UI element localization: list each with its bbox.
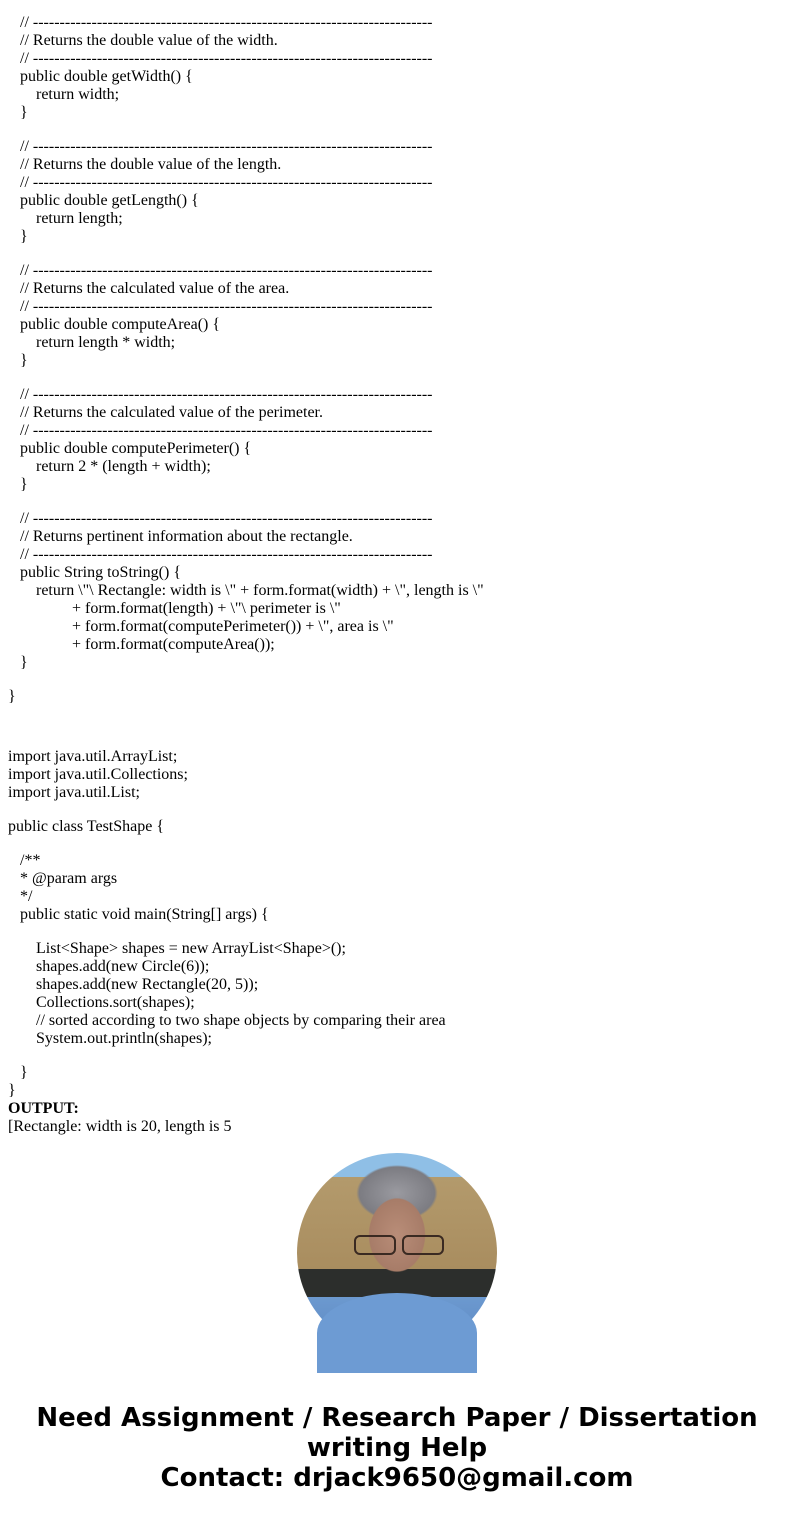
code-line: List<Shape> shapes = new ArrayList<Shape>(); (8, 940, 346, 957)
code-line: } (8, 476, 28, 493)
code-line: return length; (8, 210, 123, 227)
code-line: public double getLength() { (8, 192, 199, 209)
code-line: } (8, 654, 28, 671)
code-line: public static void main(String[] args) { (8, 906, 269, 923)
code-line: } (8, 1064, 28, 1081)
code-line: // --------------------------------------------------------------------------- (8, 510, 433, 527)
code-line: // --------------------------------------------------------------------------- (8, 546, 433, 563)
code-line: } (8, 1082, 16, 1099)
code-line: } (8, 104, 28, 121)
code-line: // --------------------------------------------------------------------------- (8, 386, 433, 403)
import-line: import java.util.ArrayList; (8, 748, 178, 765)
code-line: + form.format(length) + \"\ perimeter is \" (8, 600, 341, 617)
code-line: // Returns the calculated value of the area. (8, 280, 290, 297)
import-line: import java.util.List; (8, 784, 140, 801)
code-line: // --------------------------------------------------------------------------- (8, 50, 433, 67)
output-line: [Rectangle: width is 20, length is 5 (8, 1118, 232, 1135)
shirt-shape (317, 1293, 477, 1373)
code-line: return \"\ Rectangle: width is \" + form.format(width) + \", length is \" (8, 582, 484, 599)
banner-contact-email: Contact: drjack9650@gmail.com (160, 1463, 634, 1493)
code-line: shapes.add(new Rectangle(20, 5)); (8, 976, 259, 993)
code-line: // Returns the double value of the width. (8, 32, 278, 49)
code-line: return length * width; (8, 334, 176, 351)
code-line: return width; (8, 86, 120, 103)
code-line: // Returns pertinent information about the rectangle. (8, 528, 353, 545)
code-line: // --------------------------------------------------------------------------- (8, 138, 433, 155)
code-line: */ (8, 888, 33, 905)
code-line: public String toString() { (8, 564, 182, 581)
code-line: Collections.sort(shapes); (8, 994, 195, 1011)
code-line: shapes.add(new Circle(6)); (8, 958, 210, 975)
code-line: // --------------------------------------------------------------------------- (8, 422, 433, 439)
import-line: import java.util.Collections; (8, 766, 188, 783)
code-line: // --------------------------------------------------------------------------- (8, 262, 433, 279)
code-line: + form.format(computeArea()); (8, 636, 275, 653)
code-line: + form.format(computePerimeter()) + \", area is \" (8, 618, 394, 635)
code-line: // --------------------------------------------------------------------------- (8, 298, 433, 315)
code-line: public double getWidth() { (8, 68, 193, 85)
contact-banner (0, 1403, 794, 1493)
code-line: // --------------------------------------------------------------------------- (8, 174, 433, 191)
code-line: // --------------------------------------------------------------------------- (8, 14, 433, 31)
code-line: public double computePerimeter() { (8, 440, 252, 457)
code-line: return 2 * (length + width); (8, 458, 211, 475)
code-line: System.out.println(shapes); (8, 1030, 212, 1047)
banner-line-1: Need Assignment / Research Paper / Dissertation (36, 1403, 758, 1433)
code-line: } (8, 688, 16, 705)
banner-line-2: writing Help (306, 1433, 488, 1463)
code-line: } (8, 352, 28, 369)
output-label: OUTPUT: (8, 1100, 79, 1117)
code-line: // sorted according to two shape objects by comparing their area (8, 1012, 446, 1029)
code-document (8, 0, 788, 1135)
code-line: /** (8, 852, 41, 869)
code-line: } (8, 228, 28, 245)
code-line: // Returns the double value of the length. (8, 156, 282, 173)
code-line: * @param args (8, 870, 118, 887)
author-avatar (297, 1153, 497, 1353)
glasses-shape (354, 1235, 444, 1253)
code-line: // Returns the calculated value of the perimeter. (8, 404, 323, 421)
code-line: public double computeArea() { (8, 316, 221, 333)
class-declaration: public class TestShape { (8, 818, 165, 835)
